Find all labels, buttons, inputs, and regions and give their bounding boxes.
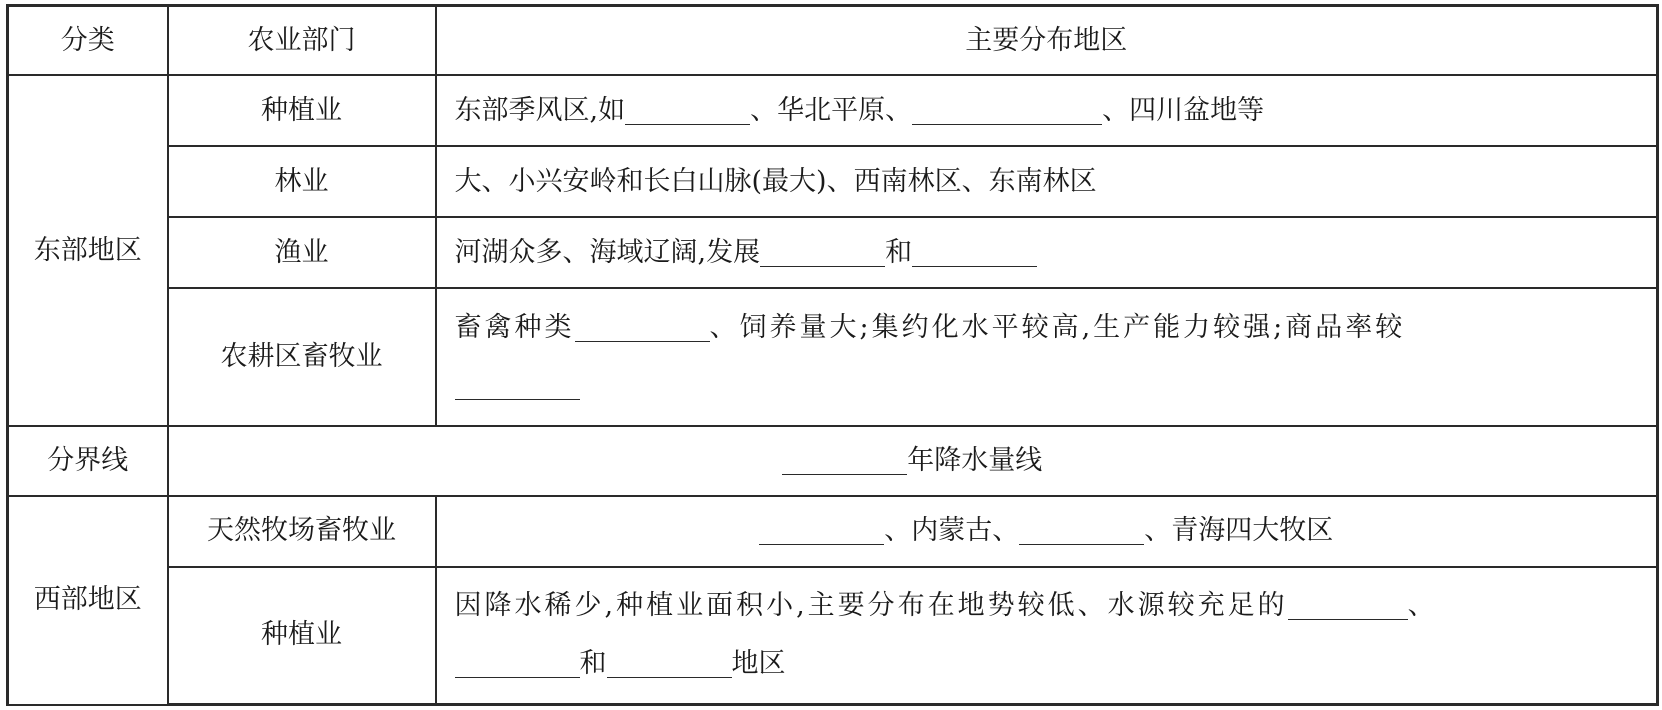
table-header-row	[8, 6, 1658, 76]
table-row	[8, 496, 1658, 567]
east-fishery-dept: 渔业	[168, 217, 436, 288]
fill-blank[interactable]	[759, 514, 884, 545]
table-row	[8, 146, 1658, 217]
east-livestock-distribution	[436, 288, 1658, 426]
fill-blank[interactable]	[760, 236, 885, 267]
east-planting-text-a: 东部季风区,如	[454, 94, 626, 126]
header-category: 分类	[8, 6, 168, 76]
east-planting-text-c: 、四川盆地等	[1102, 94, 1265, 126]
fill-blank[interactable]	[625, 94, 750, 125]
west-planting-text-c: 和	[579, 648, 607, 680]
east-fishery-text-b: 和	[885, 236, 913, 268]
fill-blank[interactable]	[455, 369, 580, 400]
east-livestock-text-a: 畜禽种类	[454, 312, 575, 344]
agriculture-distribution-table	[6, 4, 1659, 706]
east-livestock-text-b: 、饲养量大;集约化水平较高,生产能力较强;商品率较	[709, 312, 1406, 344]
fill-blank[interactable]	[575, 311, 710, 342]
east-fishery-distribution	[436, 217, 1658, 288]
fill-blank[interactable]	[912, 236, 1037, 267]
table-row	[8, 567, 1658, 705]
fill-blank[interactable]	[455, 647, 580, 678]
divider-distribution	[168, 426, 1658, 496]
table-row	[8, 426, 1658, 496]
fill-blank[interactable]	[1288, 589, 1408, 620]
west-planting-text-a: 因降水稀少,种植业面积小,主要分布在地势较低、水源较充足的	[454, 590, 1288, 622]
east-livestock-dept: 农耕区畜牧业	[168, 288, 436, 426]
east-planting-text-b: 、华北平原、	[750, 94, 913, 126]
table-row	[8, 75, 1658, 146]
fill-blank[interactable]	[782, 444, 907, 475]
west-pasture-distribution	[436, 496, 1658, 567]
west-planting-text-b: 、	[1407, 590, 1435, 622]
divider-text: 年降水量线	[907, 444, 1043, 476]
header-distribution: 主要分布地区	[436, 6, 1658, 76]
west-region-label: 西部地区	[8, 496, 168, 705]
east-planting-dept: 种植业	[168, 75, 436, 146]
west-planting-distribution	[436, 567, 1658, 705]
west-pasture-dept: 天然牧场畜牧业	[168, 496, 436, 567]
east-forestry-distribution: 大、小兴安岭和长白山脉(最大)、西南林区、东南林区	[436, 146, 1658, 217]
fill-blank[interactable]	[1019, 514, 1144, 545]
table-row	[8, 288, 1658, 426]
east-region-label: 东部地区	[8, 75, 168, 426]
fill-blank[interactable]	[607, 647, 732, 678]
fill-blank[interactable]	[912, 94, 1102, 125]
west-planting-text-d: 地区	[731, 648, 786, 680]
west-pasture-text-b: 、青海四大牧区	[1144, 515, 1334, 547]
table-row	[8, 217, 1658, 288]
east-planting-distribution	[436, 75, 1658, 146]
east-fishery-text-a: 河湖众多、海域辽阔,发展	[454, 236, 761, 268]
west-planting-dept: 种植业	[168, 567, 436, 705]
east-forestry-dept: 林业	[168, 146, 436, 217]
divider-label: 分界线	[8, 426, 168, 496]
west-pasture-text-a: 、内蒙古、	[884, 515, 1020, 547]
header-department: 农业部门	[168, 6, 436, 76]
